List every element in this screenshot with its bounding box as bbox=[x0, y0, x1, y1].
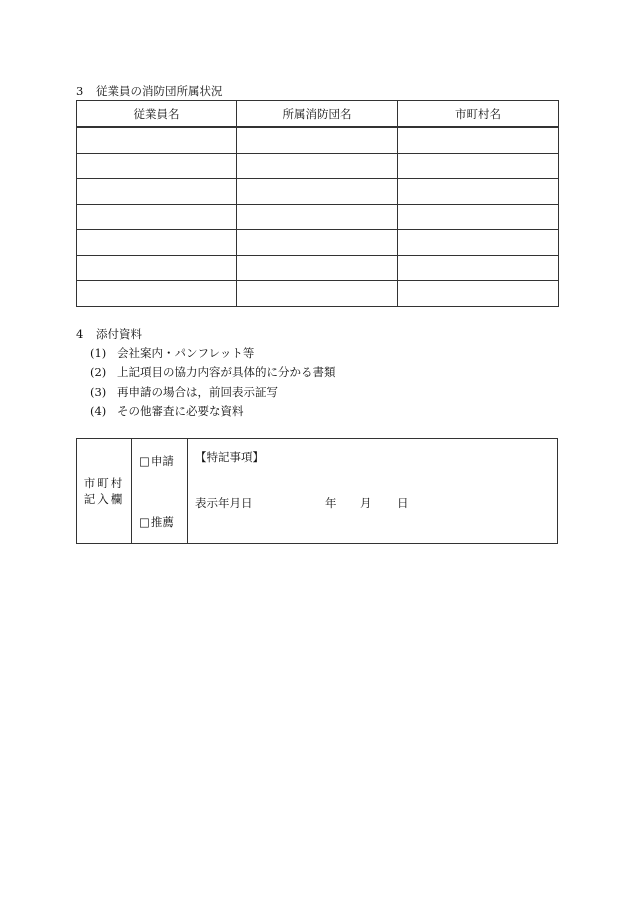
day-unit: 日 bbox=[397, 496, 409, 510]
item-number: (4) bbox=[90, 403, 107, 418]
municipality-cell[interactable] bbox=[398, 204, 559, 230]
table-row bbox=[77, 230, 559, 256]
table-row bbox=[77, 204, 559, 230]
year-unit: 年 bbox=[325, 496, 337, 510]
display-date-label: 表示年月日 bbox=[195, 496, 253, 510]
table-row bbox=[77, 281, 559, 307]
fire-brigade-cell[interactable] bbox=[237, 127, 398, 153]
checkbox-icon[interactable]: □ bbox=[139, 454, 150, 468]
section-4-number: 4 bbox=[76, 327, 84, 341]
fire-brigade-cell[interactable] bbox=[237, 281, 398, 307]
item-text: その他審査に必要な資料 bbox=[117, 403, 244, 418]
item-text: 上記項目の協力内容が具体的に分かる書類 bbox=[117, 365, 336, 380]
table-row bbox=[77, 179, 559, 205]
attachment-list bbox=[90, 346, 336, 423]
item-number: (1) bbox=[90, 346, 107, 360]
fire-brigade-cell[interactable] bbox=[237, 179, 398, 205]
municipality-cell[interactable] bbox=[398, 281, 559, 307]
section-3-heading bbox=[76, 84, 223, 98]
label-line-2: 記入欄 bbox=[83, 492, 125, 506]
recommend-checkbox[interactable] bbox=[139, 515, 174, 529]
header-fire-brigade-name: 所属消防団名 bbox=[237, 101, 398, 128]
list-item bbox=[90, 365, 336, 384]
employee-name-cell[interactable] bbox=[77, 127, 237, 153]
header-employee-name: 従業員名 bbox=[77, 101, 237, 128]
month-unit: 月 bbox=[360, 496, 372, 510]
section-3-title: 従業員の消防団所属状況 bbox=[96, 84, 223, 98]
section-3-number: 3 bbox=[76, 84, 84, 98]
checkbox-icon[interactable]: □ bbox=[139, 515, 150, 529]
special-notes-title: 【特記事項】 bbox=[195, 450, 264, 464]
recommend-label: 推薦 bbox=[150, 515, 174, 529]
municipal-entry-box bbox=[76, 438, 558, 544]
fire-brigade-cell[interactable] bbox=[237, 255, 398, 281]
employee-name-cell[interactable] bbox=[77, 281, 237, 307]
item-text: 再申請の場合は，前回表示証写 bbox=[117, 384, 278, 399]
employee-name-cell[interactable] bbox=[77, 255, 237, 281]
display-date-line bbox=[195, 496, 409, 510]
label-line-1: 市町村 bbox=[83, 476, 125, 490]
municipal-label-cell bbox=[77, 439, 132, 543]
municipal-entry-label bbox=[77, 475, 131, 507]
list-item bbox=[90, 346, 336, 365]
header-municipality-name: 市町村名 bbox=[398, 101, 559, 128]
table-header-row bbox=[77, 101, 559, 128]
item-number: (3) bbox=[90, 384, 107, 399]
list-item bbox=[90, 385, 336, 404]
list-item bbox=[90, 404, 336, 423]
municipality-cell[interactable] bbox=[398, 255, 559, 281]
fire-brigade-cell[interactable] bbox=[237, 230, 398, 256]
option-cell bbox=[132, 439, 188, 543]
table-row bbox=[77, 127, 559, 153]
municipality-cell[interactable] bbox=[398, 153, 559, 179]
firefighter-membership-table bbox=[76, 100, 559, 307]
apply-label: 申請 bbox=[150, 454, 174, 468]
section-4-heading bbox=[76, 327, 142, 341]
fire-brigade-cell[interactable] bbox=[237, 204, 398, 230]
table-row bbox=[77, 153, 559, 179]
table-row bbox=[77, 255, 559, 281]
municipality-cell[interactable] bbox=[398, 179, 559, 205]
apply-checkbox[interactable] bbox=[139, 454, 174, 468]
municipality-cell[interactable] bbox=[398, 127, 559, 153]
employee-name-cell[interactable] bbox=[77, 153, 237, 179]
municipality-cell[interactable] bbox=[398, 230, 559, 256]
item-text: 会社案内・パンフレット等 bbox=[117, 346, 255, 360]
employee-name-cell[interactable] bbox=[77, 204, 237, 230]
fire-brigade-cell[interactable] bbox=[237, 153, 398, 179]
item-number: (2) bbox=[90, 365, 107, 380]
employee-name-cell[interactable] bbox=[77, 230, 237, 256]
section-4-title: 添付資料 bbox=[96, 327, 142, 341]
employee-name-cell[interactable] bbox=[77, 179, 237, 205]
